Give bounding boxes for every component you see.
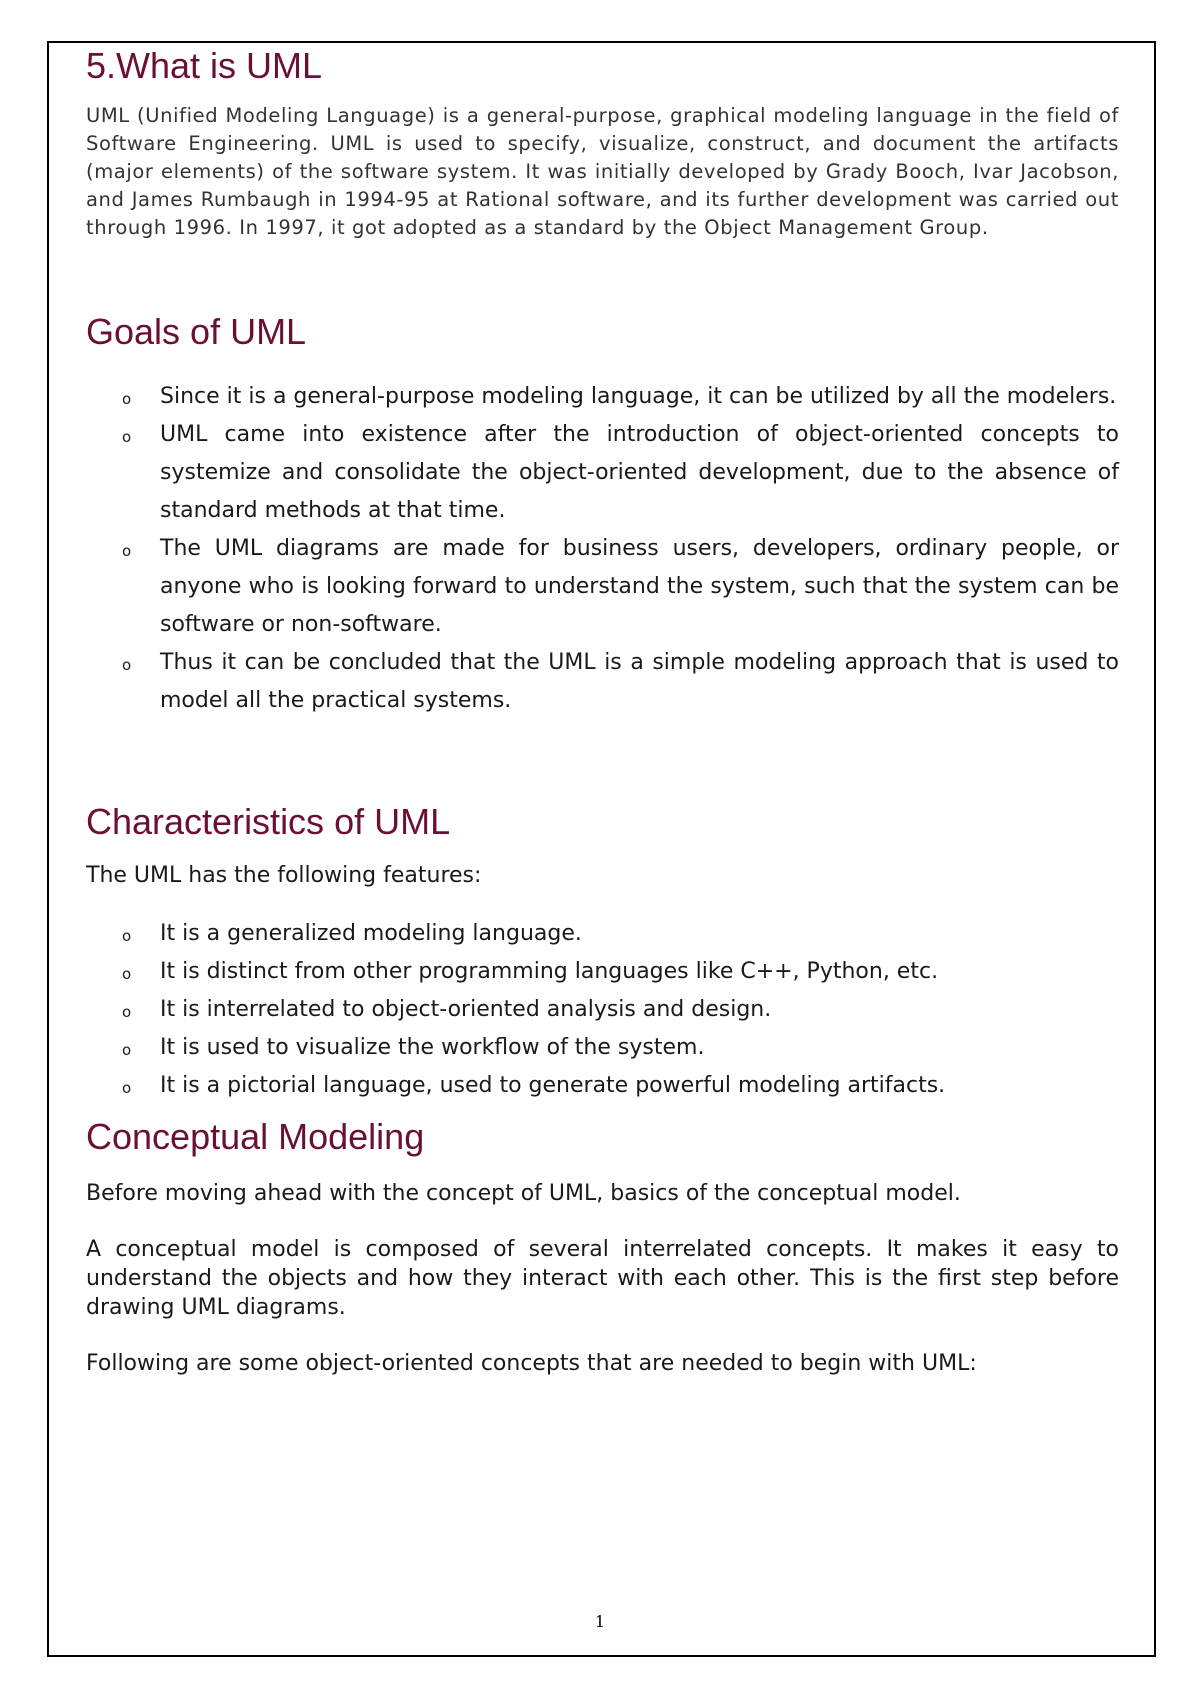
characteristics-intro: The UML has the following features: (86, 863, 482, 888)
list-item-text: It is distinct from other programming languages like C++, Python, etc. (160, 959, 939, 984)
bullet-marker: o (122, 1079, 132, 1097)
conceptual-paragraph-3: Following are some object-oriented concepts that are needed to begin with UML: (86, 1351, 977, 1376)
bullet-marker: o (122, 428, 132, 446)
bullet-marker: o (122, 542, 132, 560)
list-item-text: It is a pictorial language, used to generate powerful modeling artifacts. (160, 1073, 946, 1098)
bullet-marker: o (122, 927, 132, 945)
bullet-marker: o (122, 965, 132, 983)
page-number: 1 (594, 1612, 606, 1631)
conceptual-paragraph-2: A conceptual model is composed of several interrelated concepts. It makes it easy to understand the objects and how they interact with each other. This is the first step before drawing UML diagrams. (86, 1237, 1119, 1320)
section-title-characteristics: Characteristics of UML (86, 801, 451, 842)
list-item (86, 1067, 1119, 1105)
section-title-goals: Goals of UML (86, 311, 307, 352)
list-item (86, 991, 1119, 1029)
goals-list (86, 378, 1119, 720)
bullet-marker: o (122, 656, 132, 674)
list-item-text: The UML diagrams are made for business users, developers, ordinary people, or anyone who is looking forward to understand the system, such that the system can be software or non-software. (160, 536, 1119, 637)
list-item (86, 953, 1119, 991)
bullet-marker: o (122, 390, 132, 408)
bullet-marker: o (122, 1041, 132, 1059)
list-item-text: It is interrelated to object-oriented analysis and design. (160, 997, 772, 1022)
list-item-text: Thus it can be concluded that the UML is a simple modeling approach that is used to model all the practical systems. (160, 650, 1119, 713)
list-item (86, 644, 1119, 720)
list-item-text: It is used to visualize the workflow of the system. (160, 1035, 705, 1060)
bullet-marker: o (122, 1003, 132, 1021)
section-title-what-is-uml: 5.What is UML (86, 45, 323, 86)
list-item (86, 416, 1119, 530)
list-item-text: It is a generalized modeling language. (160, 921, 582, 946)
document-content (86, 44, 1119, 1378)
list-item (86, 530, 1119, 644)
characteristics-list (86, 915, 1119, 1105)
conceptual-paragraph-1: Before moving ahead with the concept of UML, basics of the conceptual model. (86, 1181, 961, 1206)
list-item-text: UML came into existence after the introduction of object-oriented concepts to systemize and consolidate the object-oriented development, due to the absence of standard methods at that time. (160, 422, 1119, 523)
section-title-conceptual-modeling: Conceptual Modeling (86, 1116, 425, 1157)
list-item (86, 378, 1119, 416)
uml-definition-paragraph: UML (Unified Modeling Language) is a general-purpose, graphical modeling language in the field of Software Engineering. UML is used to specify, visualize, construct, and document the artifacts (major elements) of the software system. It was initially developed by Grady Booch, Ivar Jacobson, and James Rumbaugh in 1994-95 at Rational software, and its further development was carried out through 1996. In 1997, it got adopted as a standard by the Object Management Group. (86, 104, 1119, 239)
list-item (86, 1029, 1119, 1067)
list-item (86, 915, 1119, 953)
list-item-text: Since it is a general-purpose modeling language, it can be utilized by all the modelers. (160, 384, 1117, 409)
